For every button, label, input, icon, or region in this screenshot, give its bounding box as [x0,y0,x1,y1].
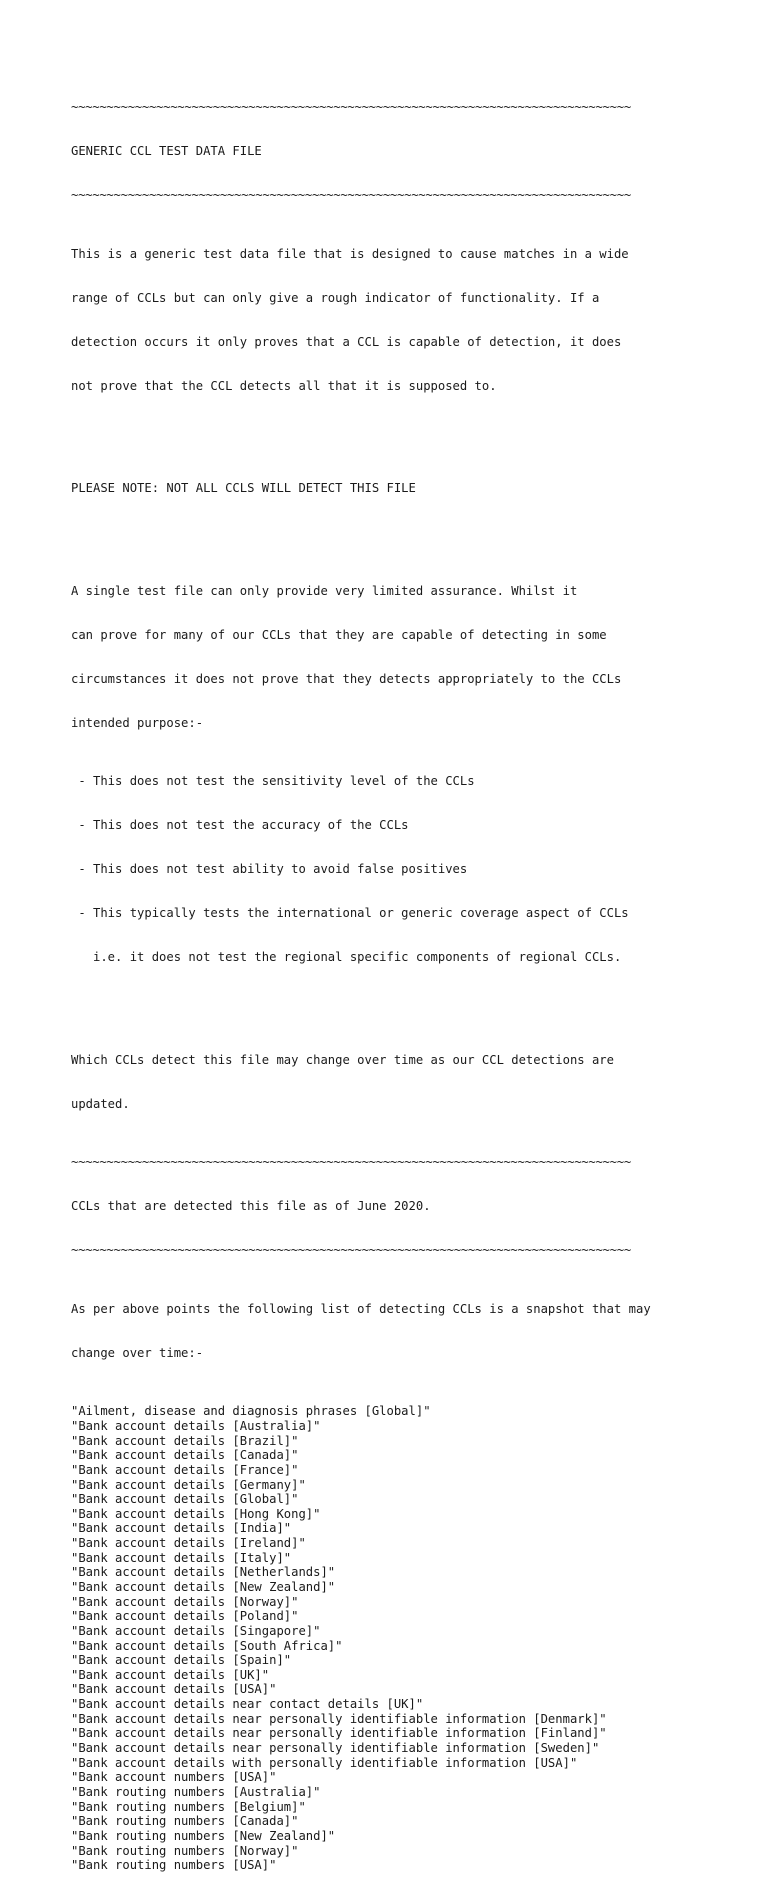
intro-line: This is a generic test data file that is designed to cause matches in a wide [71,246,629,261]
change-line: Which CCLs detect this file may change over time as our CCL detections are [71,1052,614,1067]
ccl-list-item: "Bank account details [Australia]" [71,1418,321,1433]
ccl-list-item: "Bank account details near personally identifiable information [Denmark]" [71,1711,607,1726]
ccl-list-item: "Bank account details [Global]" [71,1492,299,1507]
ccl-list-item: "Bank routing numbers [Belgium]" [71,1799,306,1814]
assurance-line: circumstances it does not prove that they detects appropriately to the CCLs [71,671,622,686]
ccl-list-item: "Bank routing numbers [Canada]" [71,1814,299,1829]
document-title: GENERIC CCL TEST DATA FILE [71,144,262,159]
bullet-item: - This does not test ability to avoid false positives [71,862,468,877]
change-line: updated. [71,1096,130,1111]
separator-rule: ~~~~~~~~~~~~~~~~~~~~~~~~~~~~~~~~~~~~~~~~~~~~~~~~~~~~~~~~~~~~~~~~~~~~~~~~~~~~~~~ [71,1243,631,1258]
ccl-list-item: "Bank routing numbers [Australia]" [71,1784,321,1799]
ccl-list-item: "Bank account details near personally identifiable information [Sweden]" [71,1741,600,1756]
ccl-list-item: "Bank account details [Poland]" [71,1609,299,1624]
ccl-list-item: "Bank account details [UK]" [71,1667,270,1682]
ccl-list-item: "Bank account numbers [USA]" [71,1770,277,1785]
list-intro-line: change over time:- [71,1345,204,1360]
intro-line: not prove that the CCL detects all that it is supposed to. [71,378,497,393]
document-page [71,71,761,1887]
ccl-list-item: "Bank routing numbers [New Zealand]" [71,1828,336,1843]
ccl-list-item: "Bank account details [Italy]" [71,1550,292,1565]
ccl-list-item: "Bank account details near contact details [UK]" [71,1697,424,1712]
note-line: PLEASE NOTE: NOT ALL CCLS WILL DETECT THIS FILE [71,481,416,496]
intro-line: detection occurs it only proves that a CCL is capable of detection, it does [71,334,622,349]
blank-line [71,525,761,540]
ccl-list-item: "Bank account details [Germany]" [71,1477,306,1492]
separator-rule: ~~~~~~~~~~~~~~~~~~~~~~~~~~~~~~~~~~~~~~~~~~~~~~~~~~~~~~~~~~~~~~~~~~~~~~~~~~~~~~~ [71,100,631,115]
ccl-list-item: "Bank account details [Hong Kong]" [71,1506,321,1521]
ccl-list-item: "Bank account details [Brazil]" [71,1433,299,1448]
ccl-list-item: "Bank account details with personally identifiable information [USA]" [71,1755,578,1770]
bullet-item: - This does not test the sensitivity level of the CCLs [71,774,475,789]
list-intro-line: As per above points the following list of detecting CCLs is a snapshot that may [71,1301,651,1316]
ccl-list-item: "Bank account details near personally identifiable information [Finland]" [71,1726,607,1741]
separator-rule: ~~~~~~~~~~~~~~~~~~~~~~~~~~~~~~~~~~~~~~~~~~~~~~~~~~~~~~~~~~~~~~~~~~~~~~~~~~~~~~~ [71,1155,631,1170]
ccl-list-item: "Bank account details [Netherlands]" [71,1565,336,1580]
section-heading: CCLs that are detected this file as of June 2020. [71,1199,431,1214]
ccl-list-item: "Bank account details [Norway]" [71,1594,299,1609]
ccl-list-item: "Bank account details [South Africa]" [71,1638,343,1653]
ccl-list-item: "Bank account details [France]" [71,1462,299,1477]
bullet-item: - This does not test the accuracy of the CCLs [71,818,409,833]
separator-rule: ~~~~~~~~~~~~~~~~~~~~~~~~~~~~~~~~~~~~~~~~~~~~~~~~~~~~~~~~~~~~~~~~~~~~~~~~~~~~~~~ [71,188,631,203]
ccl-list-item: "Ailment, disease and diagnosis phrases [Global]" [71,1404,431,1419]
ccl-list-item: "Bank account details [New Zealand]" [71,1579,336,1594]
blank-line [71,423,761,438]
bullet-item: - This typically tests the international or generic coverage aspect of CCLs [71,906,629,921]
assurance-line: can prove for many of our CCLs that they are capable of detecting in some [71,627,607,642]
assurance-line: A single test file can only provide very limited assurance. Whilst it [71,583,578,598]
ccl-list-item: "Bank account details [Singapore]" [71,1623,321,1638]
assurance-line: intended purpose:- [71,715,204,730]
ccl-list-item: "Bank routing numbers [Norway]" [71,1843,299,1858]
intro-line: range of CCLs but can only give a rough indicator of functionality. If a [71,290,600,305]
ccl-list-item: "Bank routing numbers [USA]" [71,1858,277,1873]
ccl-list-item: "Bank account details [Spain]" [71,1653,292,1668]
ccl-list-item: "Bank account details [Ireland]" [71,1536,306,1551]
ccl-list-item: "Bank account details [Canada]" [71,1448,299,1463]
ccl-list-item: "Bank account details [USA]" [71,1682,277,1697]
ccl-list-item: "Bank account details [India]" [71,1521,292,1536]
ccl-list [71,1404,761,1873]
bullet-item-continuation: i.e. it does not test the regional specific components of regional CCLs. [71,950,622,965]
blank-line [71,994,761,1009]
